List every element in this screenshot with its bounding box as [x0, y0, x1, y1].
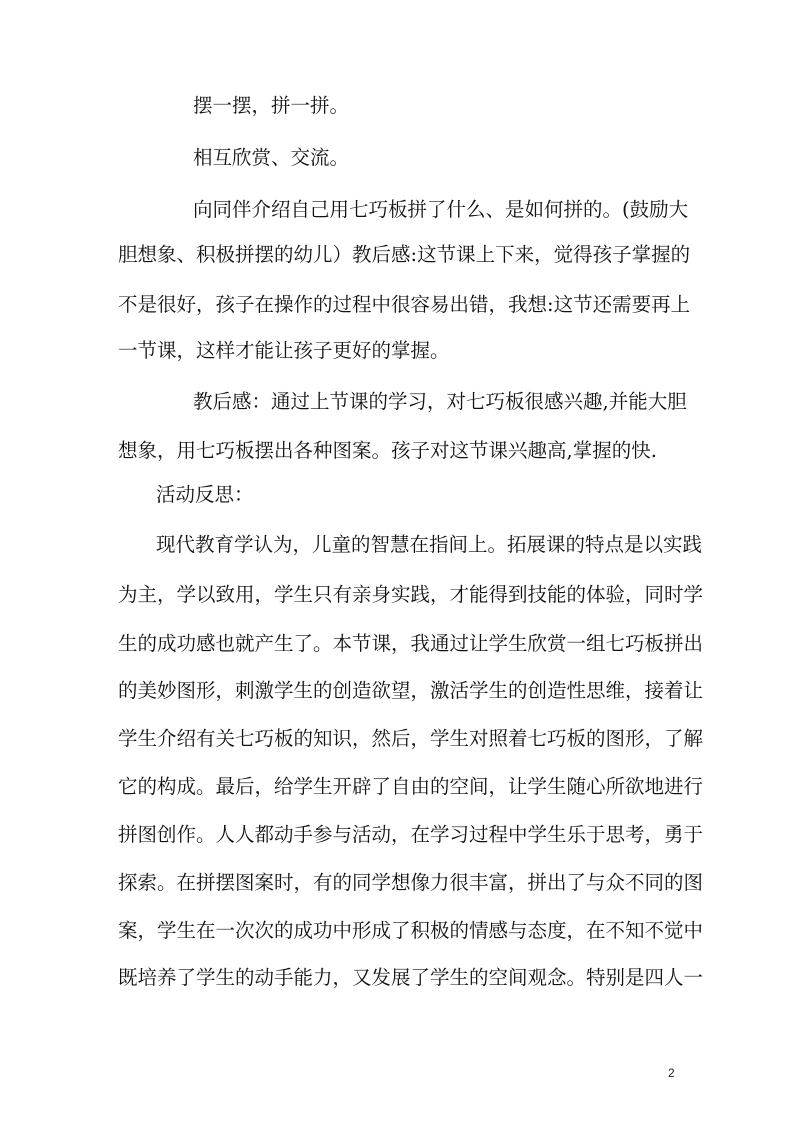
text-line: 它的构成。最后，给学生开辟了自由的空间，让学生随心所欲地进行: [118, 775, 704, 798]
text-line: 现代教育学认为，儿童的智慧在指间上。拓展课的特点是以实践: [156, 533, 703, 556]
text-line: 为主，学以致用，学生只有亲身实践，才能得到技能的体验，同时学: [118, 583, 704, 606]
text-line: 生的成功感也就产生了。本节课，我通过让学生欣赏一组七巧板拼出: [118, 632, 704, 655]
text-line: 摆一摆，拼一拼。: [193, 94, 350, 117]
text-line: 案，学生在一次次的成功中形成了积极的情感与态度，在不知不觉中: [118, 919, 704, 942]
text-line: 不是很好，孩子在操作的过程中很容易出错，我想:这节还需要再上: [118, 293, 691, 316]
text-line: 相互欣赏、交流。: [193, 146, 350, 169]
text-line: 学生介绍有关七巧板的知识，然后，学生对照着七巧板的图形，了解: [118, 727, 704, 750]
page-number: 2: [668, 1066, 675, 1080]
text-line: 拼图创作。人人都动手参与活动，在学习过程中学生乐于思考，勇于: [118, 823, 704, 846]
text-line: 既培养了学生的动手能力，又发展了学生的空间观念。特别是四人一: [118, 966, 704, 989]
text-line: 一节课，这样才能让孩子更好的掌握。: [118, 339, 450, 362]
text-line: 想象，用七巧板摆出各种图案。孩子对这节课兴趣高,掌握的快.: [118, 439, 657, 462]
text-line: 胆想象、积极拼摆的幼儿）教后感:这节课上下来，觉得孩子掌握的: [118, 243, 691, 266]
text-line: 探索。在拼摆图案时，有的同学想像力很丰富，拼出了与众不同的图: [118, 871, 704, 894]
text-line: 教后感：通过上节课的学习，对七巧板很感兴趣,并能大胆: [193, 390, 687, 413]
text-line: 向同伴介绍自己用七巧板拼了什么、是如何拼的。(鼓励大: [193, 198, 689, 221]
text-line: 的美妙图形，刺激学生的创造欲望，激活学生的创造性思维，接着让: [118, 679, 704, 702]
section-heading: 活动反思：: [156, 483, 254, 506]
